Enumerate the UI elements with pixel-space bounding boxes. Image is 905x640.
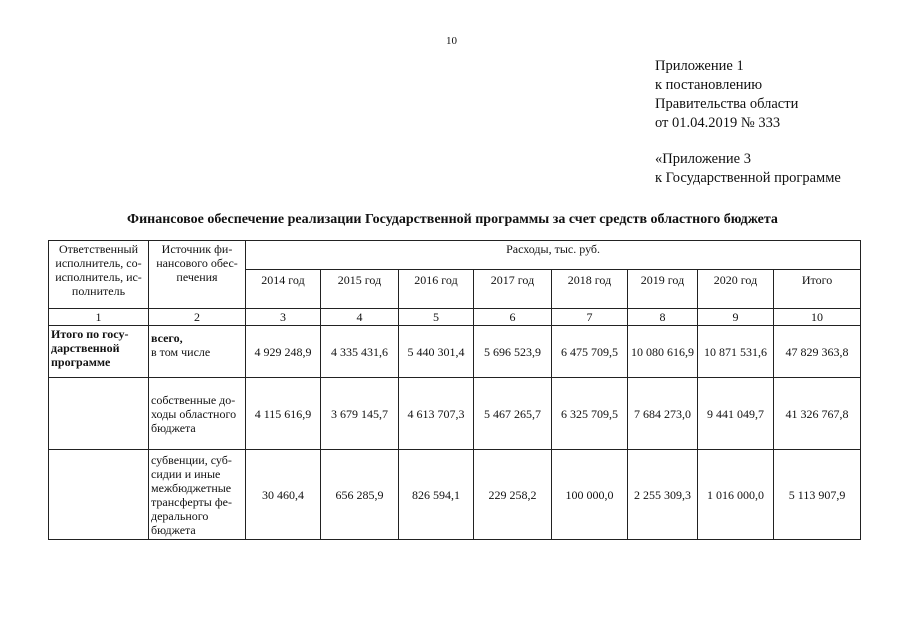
header-year: 2017 год (474, 270, 552, 309)
document-title: Финансовое обеспечение реализации Государственной программы за счет средств областного бюджета (127, 212, 778, 227)
appendix-line: от 01.04.2019 № 333 (655, 115, 781, 131)
source-cell: собственные до- ходы областного бюджета (149, 378, 246, 450)
value-cell: 5 467 265,7 (474, 378, 552, 450)
header-year: 2015 год (321, 270, 399, 309)
responsible-cell: Итого по госу- дарственной программе (49, 326, 149, 378)
table-row (49, 378, 861, 450)
column-number: 5 (399, 309, 474, 326)
value-cell: 2 255 309,3 (628, 450, 698, 540)
appendix-line: «Приложение 3 (655, 151, 751, 167)
column-number: 4 (321, 309, 399, 326)
header-responsible: Ответственный исполнитель, со- исполнитель, ис- полнитель (49, 241, 149, 309)
value-cell: 7 684 273,0 (628, 378, 698, 450)
appendix-line: к Государственной программе (655, 170, 841, 186)
table-row (49, 450, 861, 540)
appendix-line: к постановлению (655, 77, 763, 93)
column-number: 1 (49, 309, 149, 326)
column-number: 6 (474, 309, 552, 326)
value-cell: 4 335 431,6 (321, 326, 399, 378)
header-year: 2014 год (246, 270, 321, 309)
value-cell: 9 441 049,7 (698, 378, 774, 450)
responsible-cell (49, 378, 149, 450)
header-year: 2018 год (552, 270, 628, 309)
appendix-line: Приложение 1 (655, 58, 744, 74)
value-cell: 826 594,1 (399, 450, 474, 540)
value-cell: 229 258,2 (474, 450, 552, 540)
value-cell: 1 016 000,0 (698, 450, 774, 540)
value-cell: 5 440 301,4 (399, 326, 474, 378)
header-expenses: Расходы, тыс. руб. (246, 241, 861, 270)
value-cell: 6 475 709,5 (552, 326, 628, 378)
financing-table (48, 240, 861, 540)
column-number: 9 (698, 309, 774, 326)
appendix-line: Правительства области (655, 96, 799, 112)
column-number: 2 (149, 309, 246, 326)
source-cell: всего, в том числе (149, 326, 246, 378)
value-cell: 4 613 707,3 (399, 378, 474, 450)
value-cell: 5 696 523,9 (474, 326, 552, 378)
value-cell: 656 285,9 (321, 450, 399, 540)
value-cell: 3 679 145,7 (321, 378, 399, 450)
responsible-cell (49, 450, 149, 540)
header-year: 2020 год (698, 270, 774, 309)
value-cell: 47 829 363,8 (774, 326, 861, 378)
appendix-gap (655, 133, 841, 150)
value-cell: 4 929 248,9 (246, 326, 321, 378)
table-row (49, 326, 861, 378)
column-number-row (49, 309, 861, 326)
header-row (49, 241, 861, 270)
value-cell: 10 080 616,9 (628, 326, 698, 378)
appendix-block (655, 57, 841, 188)
header-year: 2019 год (628, 270, 698, 309)
header-total: Итого (774, 270, 861, 309)
value-cell: 41 326 767,8 (774, 378, 861, 450)
header-source: Источник фи- нансового обес- печения (149, 241, 246, 309)
column-number: 3 (246, 309, 321, 326)
value-cell: 10 871 531,6 (698, 326, 774, 378)
value-cell: 100 000,0 (552, 450, 628, 540)
column-number: 10 (774, 309, 861, 326)
value-cell: 6 325 709,5 (552, 378, 628, 450)
column-number: 8 (628, 309, 698, 326)
value-cell: 30 460,4 (246, 450, 321, 540)
source-cell: субвенции, суб- сидии и иные межбюджетные трансферты фе- дерального бюджета (149, 450, 246, 540)
value-cell: 4 115 616,9 (246, 378, 321, 450)
header-year: 2016 год (399, 270, 474, 309)
column-number: 7 (552, 309, 628, 326)
value-cell: 5 113 907,9 (774, 450, 861, 540)
page-number: 10 (446, 35, 457, 47)
